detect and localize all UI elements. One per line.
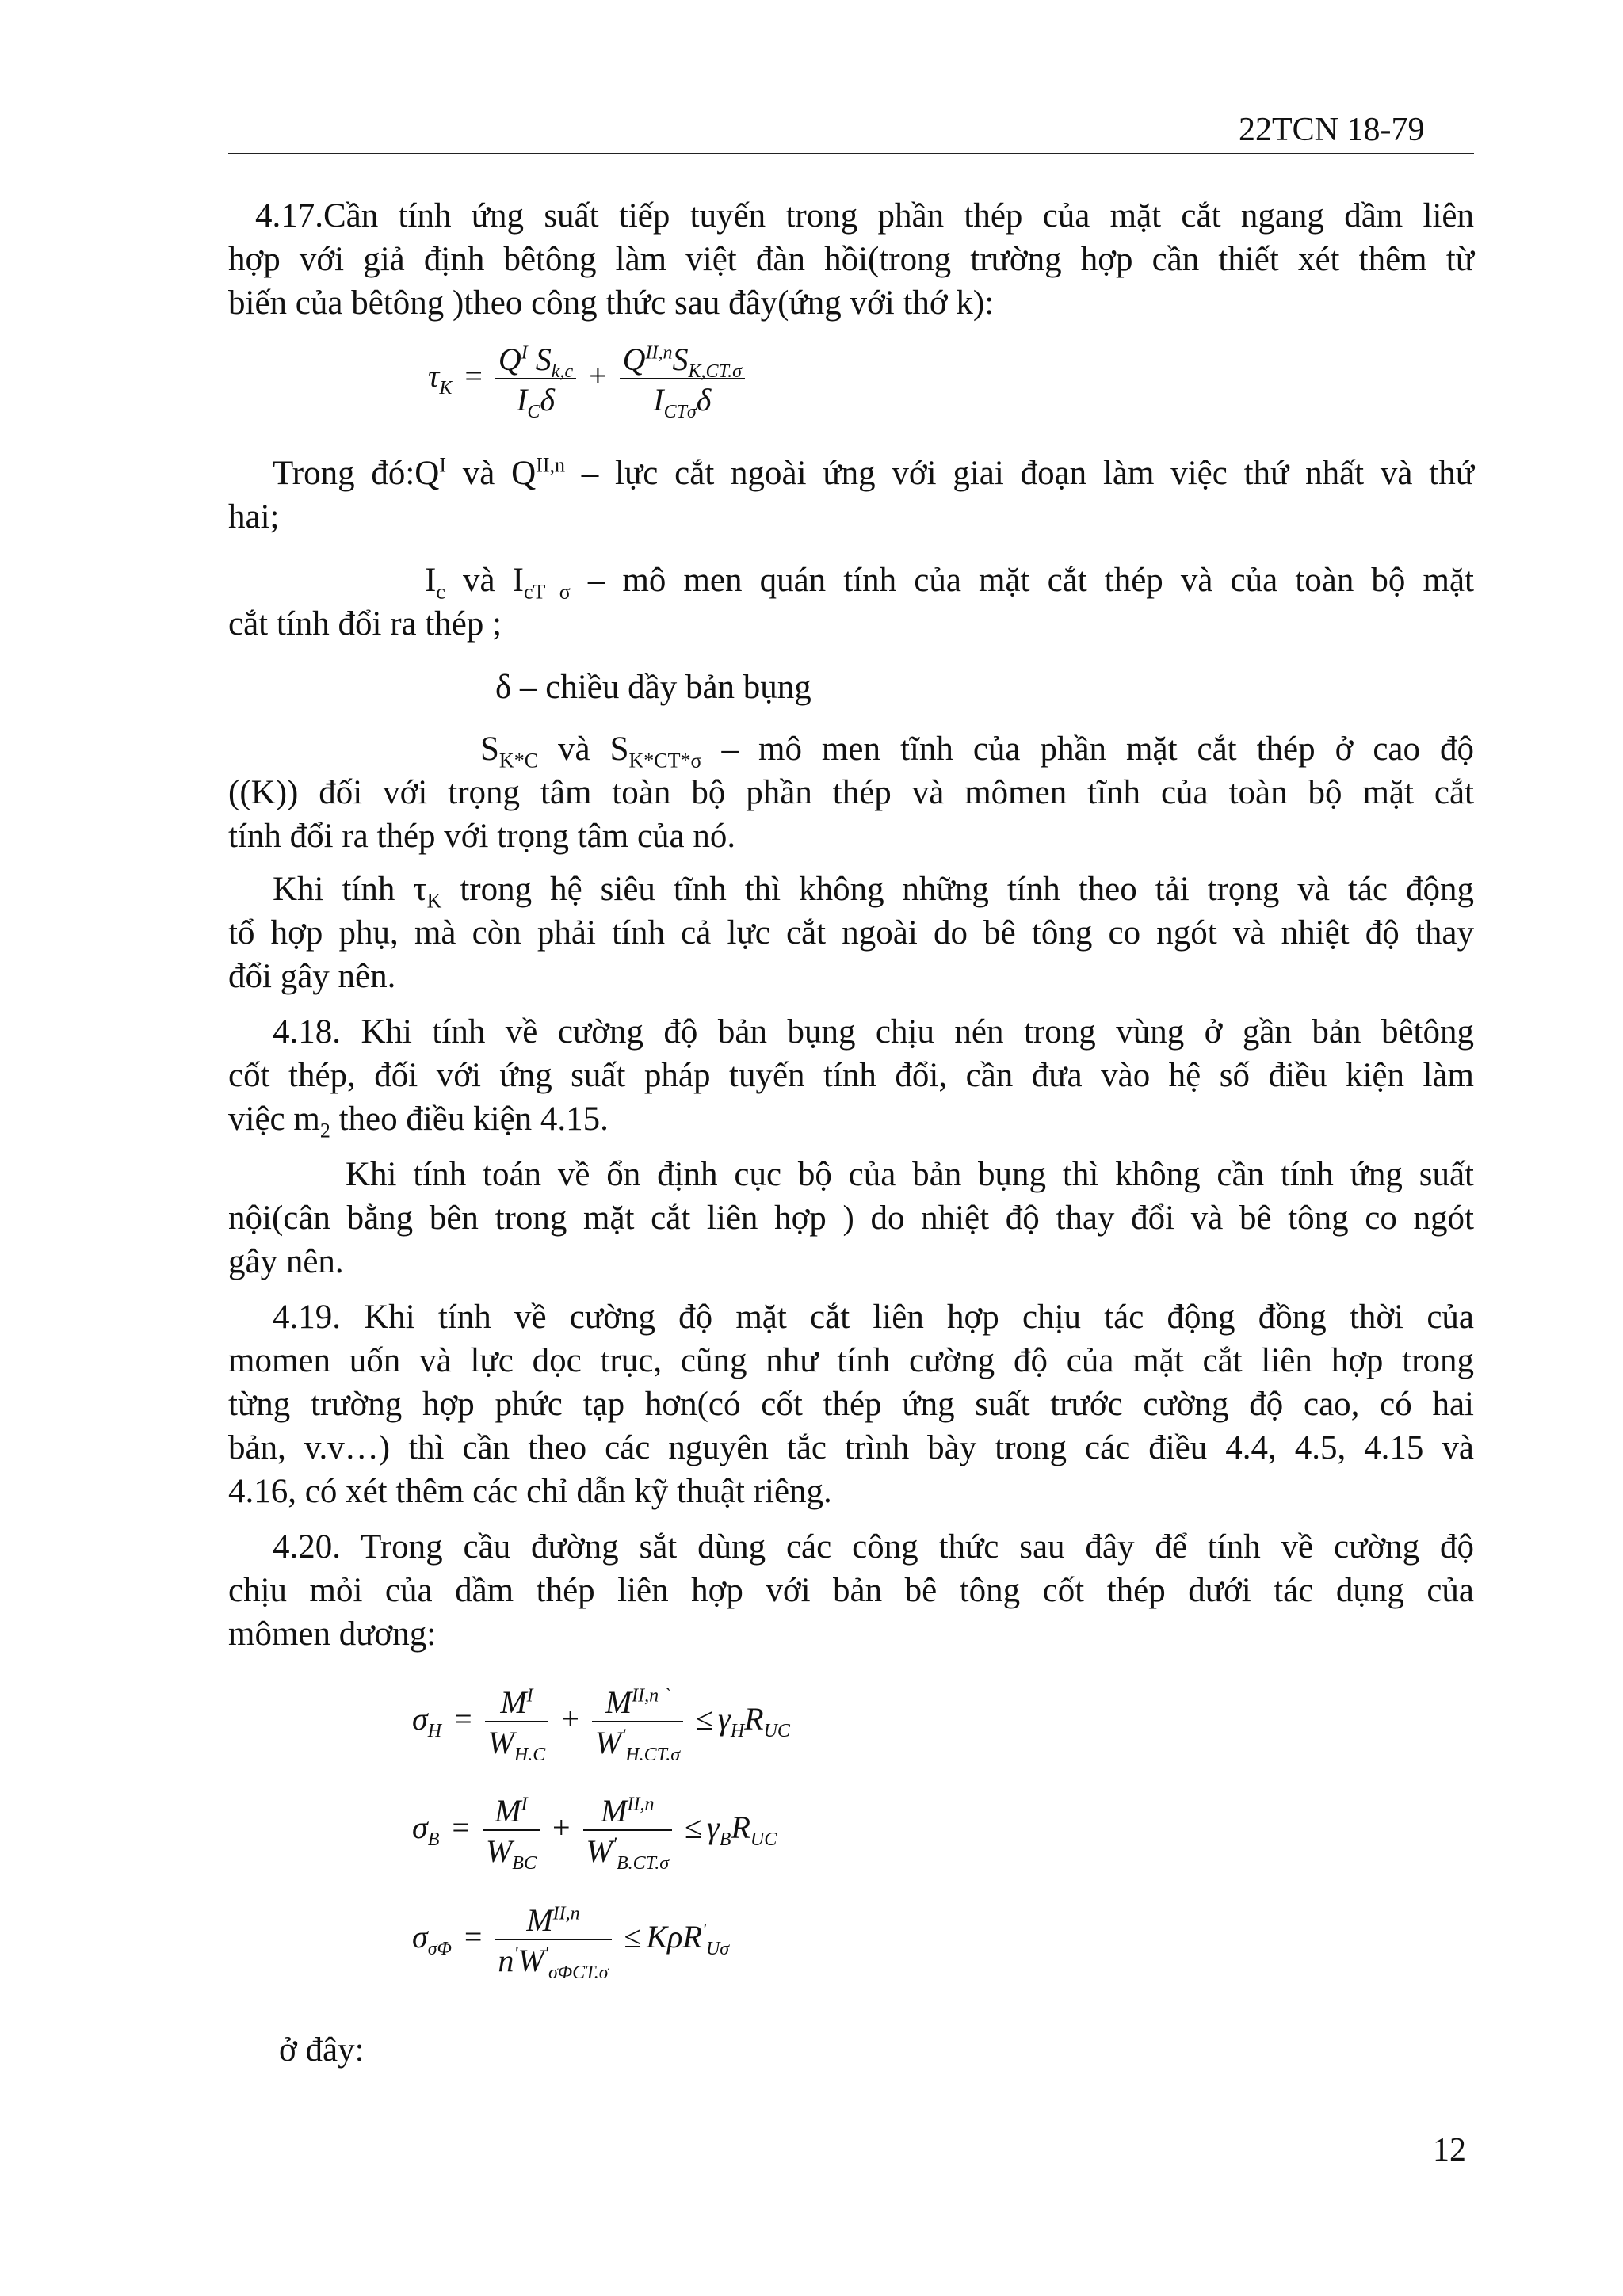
p-khi-line2: tổ hợp phụ, mà còn phải tính cả lực cắt ngoài do bê tông co ngót và nhiệt độ thay xyxy=(228,914,1474,952)
def-s-line2: ((K)) đối với trọng tâm toàn bộ phần thép và mômen tĩnh của toàn bộ mặt cắt xyxy=(228,774,1474,811)
formula-tau-k: $\tau_K$ = $\frac{Q^I S_{k,c}}{I_C\delta}$ + $\frac{Q^{II,n}S_{K,CT.\sigma}}{I_{CT\sigma}\delta}$ xyxy=(428,341,745,418)
s419-line2: momen uốn và lực dọc trục, cũng như tính cường độ của mặt cắt liên hợp trong xyxy=(228,1342,1474,1379)
s418-line2: cốt thép, đối với ứng suất pháp tuyến tính đổi, cần đưa vào hệ số điều kiện làm xyxy=(228,1057,1474,1094)
s420-line2: chịu mỏi của dầm thép liên hợp với bản bê tông cốt thép dưới tác dụng của xyxy=(228,1572,1474,1609)
s419-line3: từng trường hợp phức tạp hơn(có cốt thép ứng suất trước cường độ cao, có hai xyxy=(228,1386,1474,1423)
def-ic: $I_c$ và $I_{cT \sigma}$ – mô men quán tính của mặt cắt thép và của toàn bộ mặt xyxy=(425,562,1475,604)
page-number: 12 xyxy=(1433,2132,1466,2168)
def-q: Trong $đó:Q^I$ và $Q^{II,n}$ – lực cắt ngoài ứng với giai đoạn làm việc thứ nhất và thứ xyxy=(273,453,1474,492)
def-s: $S_{K*C}$ và $S_{K*CT*\sigma}$ – mô men tĩnh của phần mặt cắt thép ở cao độ xyxy=(480,730,1474,772)
document-code-header: 22TCN 18-79 xyxy=(1239,112,1425,148)
def-s-line3: tính đổi ra thép với trọng tâm của nó. xyxy=(228,818,736,855)
formula-sigma-h: $\sigma_H$ = $\frac{M^I}{W_{H.C}}$ + $\frac{M^{II,n `}}{W'_{H.CT.\sigma}}$ ≤ $\gamma_HR_{UC}$ xyxy=(412,1684,790,1765)
o-day-label: ở đây: xyxy=(279,2031,365,2069)
p-od-line1: Khi tính toán về ổn định cục bộ của bản bụng thì không cần tính ứng suất xyxy=(346,1156,1474,1193)
p-khi-line1: Khi tính $\tau_K$ trong hệ siêu tĩnh thì không những tính theo tải trọng và tác động xyxy=(273,871,1474,913)
header-rule xyxy=(228,153,1474,154)
s417-line1: 4.17.Cần tính ứng suất tiếp tuyến trong phần thép của mặt cắt ngang dầm liên xyxy=(255,197,1474,235)
p-od-line3: gây nên. xyxy=(228,1243,344,1280)
s418-line1: 4.18. Khi tính về cường độ bản bụng chịu nén trong vùng ở gần bản bêtông xyxy=(273,1013,1474,1051)
def-q-line2: hai; xyxy=(228,498,280,536)
s417-line3: biến của bêtông )theo công thức sau đây(ứng với thớ k): xyxy=(228,284,995,322)
s418-line3: việc $m_2$ theo điều kiện 4.15. xyxy=(228,1100,609,1142)
formula-sigma-b: $\sigma_B$ = $\frac{M^I}{W_{BC}}$ + $\frac{M^{II,n}}{W'_{B.CT.\sigma}}$ ≤ $\gamma_BR_{UC}$ xyxy=(412,1793,777,1874)
def-delta: δ – chiều dầy bản bụng xyxy=(495,669,812,706)
formula-sigma-phi: $\sigma_{\sigma\Phi}$ = $\frac{M^{II,n}}{n'W'_{\sigma\Phi CT.\sigma}}$ ≤ KρR'$_{U\sigma}$ xyxy=(412,1902,730,1983)
def-ic-line2: cắt tính đổi ra thép ; xyxy=(228,605,502,643)
s417-line2: hợp với giả định bêtông làm việt đàn hồi(trong trường hợp cần thiết xét thêm từ xyxy=(228,241,1474,278)
s419-line1: 4.19. Khi tính về cường độ mặt cắt liên hợp chịu tác động đồng thời của xyxy=(273,1299,1474,1336)
s419-line4: bản, v.v…) thì cần theo các nguyên tắc trình bày trong các điều 4.4, 4.5, 4.15 và xyxy=(228,1429,1474,1466)
s419-line5: 4.16, có xét thêm các chỉ dẫn kỹ thuật riêng. xyxy=(228,1473,832,1510)
s420-line3: mômen dương: xyxy=(228,1615,437,1653)
p-khi-line3: đổi gây nên. xyxy=(228,958,396,995)
p-od-line2: nội(cân bằng bên trong mặt cắt liên hợp ) do nhiệt độ thay đổi và bê tông co ngót xyxy=(228,1199,1474,1237)
s420-line1: 4.20. Trong cầu đường sắt dùng các công thức sau đây để tính về cường độ xyxy=(273,1528,1474,1566)
